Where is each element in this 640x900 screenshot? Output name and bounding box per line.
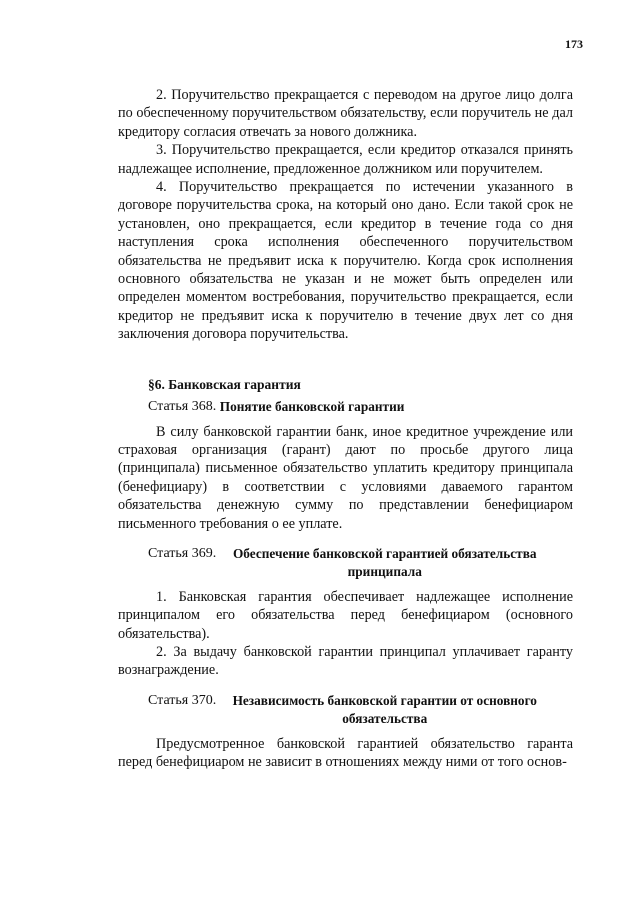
paragraph-4: 4. Поручительство прекращается по истечении указанного в договоре поручительства срока, на который оно дано. Если такой срок не установлен, оно прекращается, если кредитор в течение года со дня наступления срока исполнения обеспеченного поручительством обязательства не предъявит иска к поручителю. Когда срок исполнения основного обязательства не указан и не может быть определен или определен моментом востребования, поручительство прекращается, если кредитор не предъявит иска к поручителю в течение двух лет со дня заключения договора поручительства. (118, 179, 573, 343)
page-number: 173 (565, 37, 583, 51)
paragraph-2: 2. Поручительство прекращается с переводом на другое лицо долга по обеспеченному поручительством обязательству, если поручитель не дал кредитору согласия отвечать за нового должника. (118, 87, 573, 140)
article-369-title: Обеспечение банковской гарантией обязательства принципала (232, 545, 537, 580)
article-368-text: В силу банковской гарантии банк, иное кредитное учреждение или страховая организация (гарант) дают по просьбе другого лица (принципала) письменное обязательство уплатить кредитору принципала (бенефициару) в соответствии с условиями даваемого гарантом обязательства денежную сумму по представлении бенефициаром письменного требования о ее уплате. (118, 423, 573, 532)
article-370-heading (148, 692, 573, 729)
page-body (118, 86, 573, 771)
section-heading: §6. Банковская гарантия (148, 376, 301, 392)
article-370-number: Статья 370. (148, 692, 220, 708)
article-368-title: Понятие банковской гарантии (219, 399, 405, 415)
article-369-number: Статья 369. (148, 545, 220, 561)
article-370-title: Независимость банковской гарантии от основного обязательства (232, 692, 537, 727)
article-369-paragraph-2: 2. За выдачу банковской гарантии принципал уплачивает гаранту вознаграждение. (118, 643, 573, 679)
article-369-paragraph-1: 1. Банковская гарантия обеспечивает надлежащее исполнение принципалом его обязательства перед бенефициаром (основного обязательства). (118, 588, 573, 642)
article-370-text: Предусмотренное банковской гарантией обязательство гаранта перед бенефициаром не зависит в отношениях между ними от того основ- (118, 735, 573, 770)
article-368-heading (148, 398, 573, 416)
article-369-heading (148, 545, 573, 582)
article-368-number: Статья 368. (148, 399, 220, 415)
paragraph-3: 3. Поручительство прекращается, если кредитор отказался принять надлежащее исполнение, предложенное должником или поручителем. (118, 142, 573, 177)
